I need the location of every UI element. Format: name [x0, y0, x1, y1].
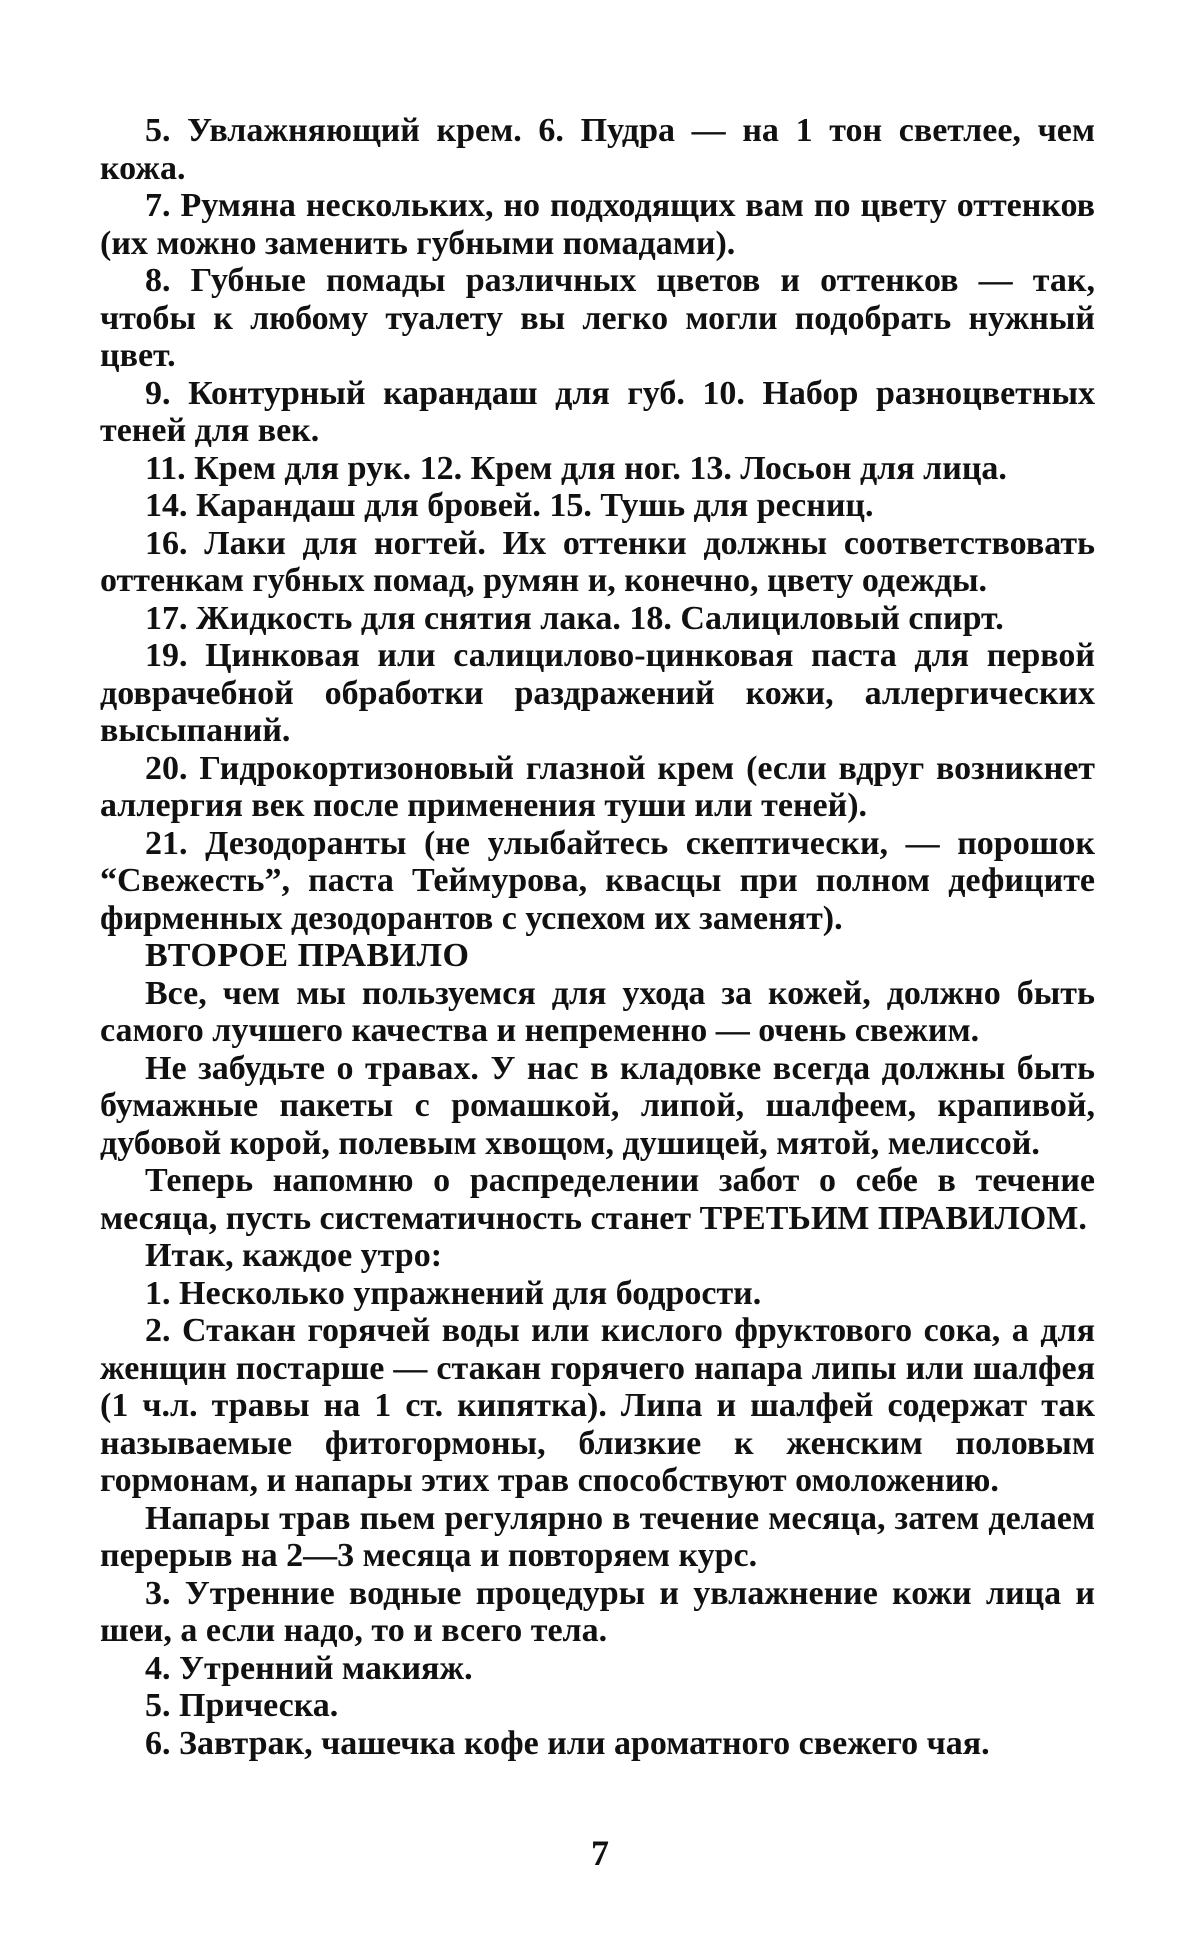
morning-item-5: 5. Прическа.	[145, 1687, 339, 1724]
paragraph: Итак, каждое утро:	[145, 1237, 443, 1274]
list-item-7: 7. Румяна нескольких, но подходящих вам по цвету оттенков (их можно заменить губными помадами).	[100, 187, 1095, 262]
section-heading: ВТОРОЕ ПРАВИЛО	[145, 937, 470, 974]
paragraph: Не забудьте о травах. У нас в кладовке всегда должны быть бумажные пакеты с ромашкой, липой, шалфеем, крапивой, дубовой корой, полевым хвощом, душицей, мятой, мелиссой.	[100, 1049, 1095, 1162]
list-item-5-6: 5. Увлажняющий крем. 6. Пудра — на 1 тон светлее, чем кожа.	[100, 112, 1095, 187]
list-item-14-15: 14. Карандаш для бровей. 15. Тушь для ресниц.	[145, 487, 874, 524]
list-item-16: 16. Лаки для ногтей. Их оттенки должны соответствовать оттенкам губных помад, румян и, конечно, цвету одежды.	[100, 524, 1095, 599]
list-item-17-18: 17. Жидкость для снятия лака. 18. Салициловый спирт.	[145, 599, 1004, 637]
paragraph: Все, чем мы пользуемся для ухода за кожей, должно быть самого лучшего качества и непременно — очень свежим.	[100, 974, 1095, 1049]
list-item-20: 20. Гидрокортизоновый глазной крем (если вдруг возникнет аллергия век после применения туши или теней).	[100, 749, 1095, 824]
page-text	[100, 112, 1095, 1762]
list-item-9-10: 9. Контурный карандаш для губ. 10. Набор разноцветных теней для век.	[100, 374, 1095, 449]
morning-item-3: 3. Утренние водные процедуры и увлажнение кожи лица и шеи, а если надо, то и всего тела.	[100, 1574, 1095, 1649]
list-item-19: 19. Цинковая или салицилово-цинковая паста для первой доврачебной обработки раздражений кожи, аллергических высыпаний.	[100, 637, 1095, 749]
page-number: 7	[591, 1833, 609, 1873]
morning-item-2: 2. Стакан горячей воды или кислого фруктового сока, а для женщин постарше — стакан горячего напара липы или шалфея (1 ч.л. травы на 1 ст. кипятка). Липа и шалфей содержат так называемые фитогормоны, близкие к женским половым гормонам, и напары этих трав способствуют омоложению.	[100, 1312, 1095, 1499]
paragraph: Напары трав пьем регулярно в течение месяца, затем делаем перерыв на 2—3 месяца и повторяем курс.	[100, 1499, 1095, 1574]
paragraph: Теперь напомню о распределении забот о себе в течение месяца, пусть систематичность станет ТРЕТЬИМ ПРАВИЛОМ.	[100, 1162, 1095, 1237]
morning-item-6: 6. Завтрак, чашечка кофе или ароматного свежего чая.	[145, 1724, 990, 1762]
morning-item-4: 4. Утренний макияж.	[145, 1649, 473, 1687]
morning-item-1: 1. Несколько упражнений для бодрости.	[145, 1274, 762, 1312]
list-item-21: 21. Дезодоранты (не улыбайтесь скептически, — порошок “Свежесть”, паста Теймурова, квасцы при полном дефиците фирменных дезодорантов с успехом их заменят).	[100, 824, 1095, 937]
list-item-8: 8. Губные помады различных цветов и оттенков — так, чтобы к любому туалету вы легко могли подобрать нужный цвет.	[100, 262, 1095, 374]
list-item-11-13: 11. Крем для рук. 12. Крем для ног. 13. Лосьон для лица.	[145, 449, 1007, 487]
